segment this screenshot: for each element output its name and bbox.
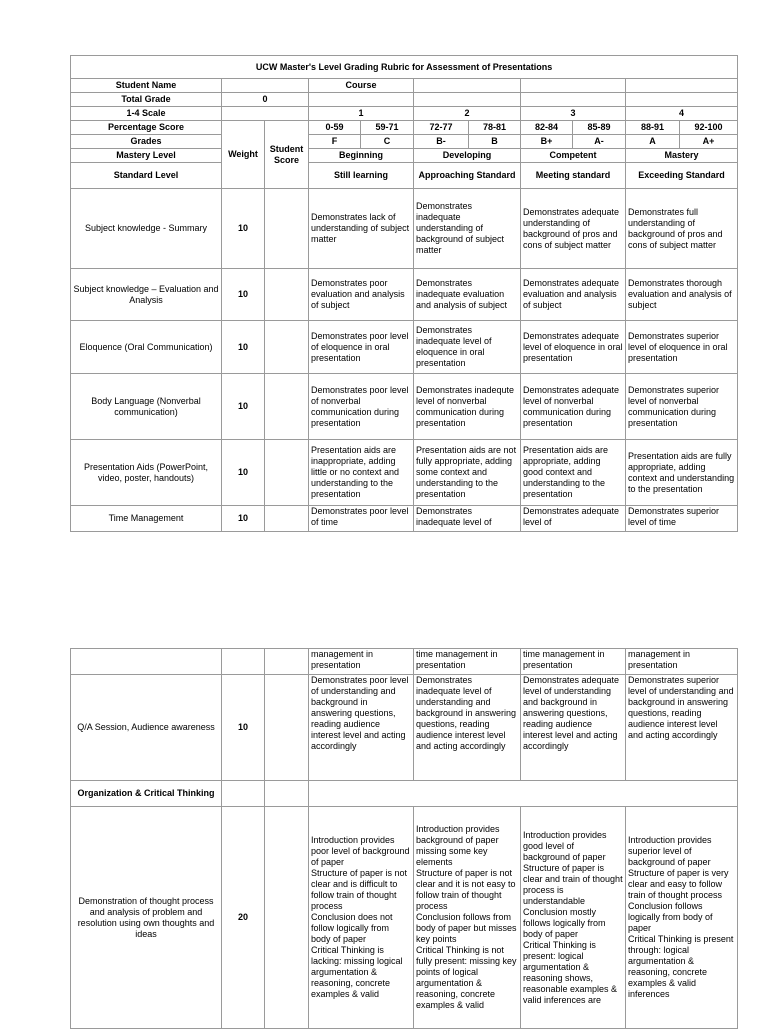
empty-cell [222,107,309,121]
standard-2: Approaching Standard [414,163,521,189]
student-name-value[interactable] [222,79,309,93]
empty-cell [626,93,738,107]
level-4-desc: Demonstrates superior level of understanding and background in answering questions, reading audience interest level and acting accordingly [626,675,738,781]
table-row [71,649,738,675]
total-grade-label: Total Grade [71,93,222,107]
level-1-cell [309,807,414,1029]
student-score-header: Student Score [265,121,309,189]
grade-4: B+ [521,135,573,149]
level-1-desc: Demonstrates lack of understanding of subject matter [309,189,414,269]
grade-6: A [626,135,680,149]
weight-value: 10 [222,321,265,374]
total-grade-value: 0 [222,93,309,107]
level-1-desc: Demonstrates poor evaluation and analysis of subject [309,269,414,321]
grade-1: C [361,135,414,149]
empty-cell [414,93,521,107]
table-row [71,321,738,374]
grade-2: B- [414,135,469,149]
student-score-cell[interactable] [265,506,309,532]
level-4-cell [626,807,738,1029]
pct-2: 72-77 [414,121,469,135]
grade-0: F [309,135,361,149]
empty-cell [222,649,265,675]
weight-value: 10 [222,269,265,321]
empty-cell [265,781,309,807]
standard-4: Exceeding Standard [626,163,738,189]
student-score-cell[interactable] [265,189,309,269]
weight-value: 10 [222,506,265,532]
level-3-desc: Demonstrates adequate level of understanding and background in answering questions, reading audience interest level and acting accordingly [521,675,626,781]
pct-0: 0-59 [309,121,361,135]
level-4-desc: Demonstrates superior level of nonverbal communication during presentation [626,374,738,440]
course-label: Course [309,79,414,93]
grade-5: A- [573,135,626,149]
standard-1: Still learning [309,163,414,189]
student-score-cell[interactable] [265,649,309,675]
level-4-desc: Presentation aids are fully appropriate, adding context and understanding to the presentation [626,440,738,506]
level-2-desc: Demonstrates inadequate understanding of background of subject matter [414,189,521,269]
criterion-label: Subject knowledge – Evaluation and Analysis [71,269,222,321]
table-row [71,440,738,506]
scale-label: 1-4 Scale [71,107,222,121]
level-4-desc: Demonstrates superior level of eloquence in oral presentation [626,321,738,374]
level-1-desc: Demonstrates poor level of nonverbal communication during presentation [309,374,414,440]
mastery-4: Mastery [626,149,738,163]
empty-cell [71,649,222,675]
level-4-desc: Demonstrates thorough evaluation and analysis of subject [626,269,738,321]
level-3-desc: Demonstrates adequate understanding of background of pros and cons of subject matter [521,189,626,269]
table-row [71,807,738,1029]
section-row [71,781,738,807]
rubric-table-2 [70,648,738,1029]
course-value-a[interactable] [414,79,521,93]
rubric-page-2 [70,648,737,1029]
level-2-desc: Presentation aids are not fully appropriate, adding some context and understanding to the presentation [414,440,521,506]
weight-header: Weight [222,121,265,189]
table-row [71,189,738,269]
criterion-label: Body Language (Nonverbal communication) [71,374,222,440]
student-score-cell[interactable] [265,321,309,374]
level-2-desc: Demonstrates inadequate level of understanding and background in answering questions, reading audience interest level and acting accordingly [414,675,521,781]
grade-3: B [469,135,521,149]
level-2-desc: time management in presentation [414,649,521,675]
empty-cell [521,93,626,107]
level-3-desc: Demonstrates adequate evaluation and analysis of subject [521,269,626,321]
pct-3: 78-81 [469,121,521,135]
mastery-3: Competent [521,149,626,163]
level-3-desc: Demonstrates adequate level of [521,506,626,532]
level-2-cell [414,807,521,1029]
level-2-desc: Demonstrates inadequte level of nonverbal communication during presentation [414,374,521,440]
mastery-2: Developing [414,149,521,163]
course-value-c [626,79,738,93]
criterion-label: Demonstration of thought process and analysis of problem and resolution using own thoughts and ideas [71,807,222,1029]
weight-value: 20 [222,807,265,1029]
grade-7: A+ [680,135,738,149]
level-1-desc: Demonstrates poor level of understanding and background in answering questions, reading audience interest level and acting accordingly [309,675,414,781]
pct-5: 85-89 [573,121,626,135]
mastery-label: Mastery Level [71,149,222,163]
rubric-table-1 [70,55,738,532]
mastery-1: Beginning [309,149,414,163]
standard-3: Meeting standard [521,163,626,189]
section-heading: Organization & Critical Thinking [71,781,222,807]
percentage-label: Percentage Score [71,121,222,135]
level-3-desc: Demonstrates adequate level of nonverbal communication during presentation [521,374,626,440]
weight-value: 10 [222,374,265,440]
level-2-desc: Introduction provides background of paper missing some key elements Structure of paper is not clear and it is not easy to follow train of thought process Conclusion follows from body of paper but misses key points Critical Thinking is not fully present: missing key points of logical argumentation & reasoning, concrete examples & valid [416,824,517,1010]
level-2-desc: Demonstrates inadequate level of [414,506,521,532]
table-row [71,675,738,781]
course-value-b [521,79,626,93]
pct-4: 82-84 [521,121,573,135]
level-3-desc: Demonstrates adequate level of eloquence in oral presentation [521,321,626,374]
student-score-cell[interactable] [265,675,309,781]
level-1-desc: Demonstrates poor level of time [309,506,414,532]
empty-cell [309,781,738,807]
criterion-label: Time Management [71,506,222,532]
student-name-label: Student Name [71,79,222,93]
level-1-desc: Introduction provides poor level of background of paper Structure of paper is not clear and is difficult to follow train of thought process Conclusion does not follow logically from body of paper Critical Thinking is lacking: missing logical argumentation & reasoning, concrete examples & valid [311,835,410,999]
level-2-desc: Demonstrates inadequate level of eloquence in oral presentation [414,321,521,374]
student-score-cell[interactable] [265,374,309,440]
rubric-title: UCW Master's Level Grading Rubric for Assessment of Presentations [71,56,738,79]
rubric-page-1 [70,55,737,532]
weight-value: 10 [222,189,265,269]
scale-4: 4 [626,107,738,121]
pct-1: 59-71 [361,121,414,135]
table-row [71,374,738,440]
level-1-desc: Demonstrates poor level of eloquence in oral presentation [309,321,414,374]
student-score-cell[interactable] [265,807,309,1029]
empty-cell [309,93,414,107]
table-row [71,269,738,321]
criterion-label: Q/A Session, Audience awareness [71,675,222,781]
level-2-desc: Demonstrates inadequate evaluation and analysis of subject [414,269,521,321]
scale-3: 3 [521,107,626,121]
level-1-desc: Presentation aids are inappropriate, adding little or no context and understanding to the presentation [309,440,414,506]
level-3-desc: Presentation aids are appropriate, adding good context and understanding to the presentation [521,440,626,506]
scale-1: 1 [309,107,414,121]
weight-value: 10 [222,675,265,781]
level-4-desc: Demonstrates superior level of time [626,506,738,532]
student-score-cell[interactable] [265,269,309,321]
pct-7: 92-100 [680,121,738,135]
scale-2: 2 [414,107,521,121]
level-3-cell [521,807,626,1029]
criterion-label: Eloquence (Oral Communication) [71,321,222,374]
standard-label: Standard Level [71,163,222,189]
level-4-desc: Demonstrates full understanding of background of pros and cons of subject matter [626,189,738,269]
grades-label: Grades [71,135,222,149]
pct-6: 88-91 [626,121,680,135]
level-4-desc: management in presentation [626,649,738,675]
table-row [71,506,738,532]
student-score-cell[interactable] [265,440,309,506]
empty-cell [222,781,265,807]
level-1-desc: management in presentation [309,649,414,675]
level-4-desc: Introduction provides superior level of background of paper Structure of paper is very clear and easy to follow train of thought process Conclusion follows logically from body of paper Critical Thinking is present through: logical argumentation & reasoning, concrete examples & valid inferences [628,835,734,999]
level-3-desc: time management in presentation [521,649,626,675]
weight-value: 10 [222,440,265,506]
criterion-label: Subject knowledge - Summary [71,189,222,269]
criterion-label: Presentation Aids (PowerPoint, video, poster, handouts) [71,440,222,506]
level-3-desc: Introduction provides good level of background of paper Structure of paper is clear and train of thought process is understandable Conclusion mostly follows logically from body of paper Critical Thinking is present: logical argumentation & reasoning shows, reasonable examples & valid inferences are [523,829,623,1005]
